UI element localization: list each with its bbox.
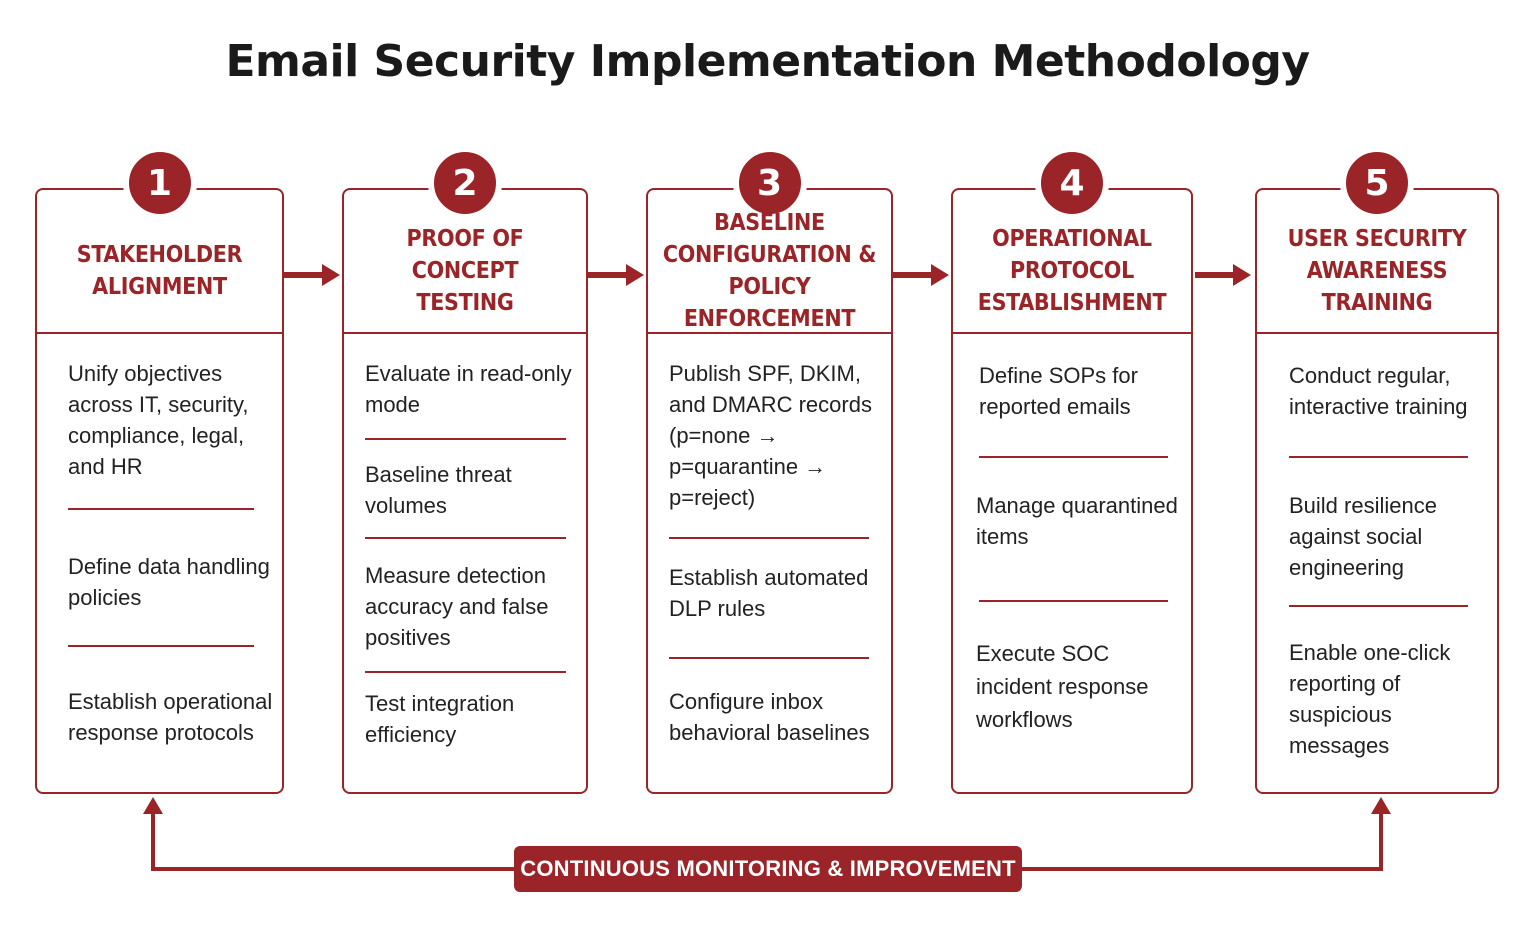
step-item: Establish automated DLP rules — [669, 565, 869, 621]
step-number-badge: 3 — [733, 146, 807, 220]
step-heading: OPERATIONAL PROTOCOL ESTABLISHMENT — [953, 190, 1191, 334]
step-item: Execute SOC incident response workflows — [976, 641, 1149, 732]
step-item: Define data handling policies — [68, 554, 270, 610]
step-item: Define SOPs for reported emails — [979, 363, 1138, 419]
step-item: Configure inbox behavioral baselines — [669, 689, 870, 745]
step-heading: PROOF OF CONCEPT TESTING — [344, 190, 586, 334]
step-item: Measure detection accuracy and false positives — [365, 563, 549, 650]
step-item: Manage quarantined items — [976, 493, 1178, 549]
step-number-badge: 4 — [1035, 146, 1109, 220]
step-item: Establish operational response protocols — [68, 689, 273, 745]
step-item: Publish SPF, DKIM, and DMARC records (p=none → p=quarantine → p=reject) — [669, 361, 872, 510]
step-item: Enable one-click reporting of suspicious messages — [1289, 640, 1451, 758]
step-heading: BASELINE CONFIGURATION & POLICY ENFORCEMENT — [648, 190, 891, 334]
step-number-badge: 2 — [428, 146, 502, 220]
step-number-badge: 1 — [123, 146, 197, 220]
step-item: Unify objectives across IT, security, compliance, legal, and HR — [68, 361, 249, 479]
step-item: Test integration efficiency — [365, 691, 515, 747]
diagram-title: Email Security Implementation Methodology — [225, 36, 1310, 87]
step-number-badge: 5 — [1340, 146, 1414, 220]
step-item: Baseline threat volumes — [365, 462, 512, 518]
continuous-monitoring-label: CONTINUOUS MONITORING & IMPROVEMENT — [514, 846, 1022, 892]
step-item: Build resilience against social engineering — [1289, 493, 1437, 580]
step-item: Evaluate in read-only mode — [365, 361, 572, 417]
step-heading: USER SECURITY AWARENESS TRAINING — [1257, 190, 1497, 334]
step-heading: STAKEHOLDER ALIGNMENT — [37, 190, 282, 334]
step-item: Conduct regular, interactive training — [1289, 363, 1468, 419]
